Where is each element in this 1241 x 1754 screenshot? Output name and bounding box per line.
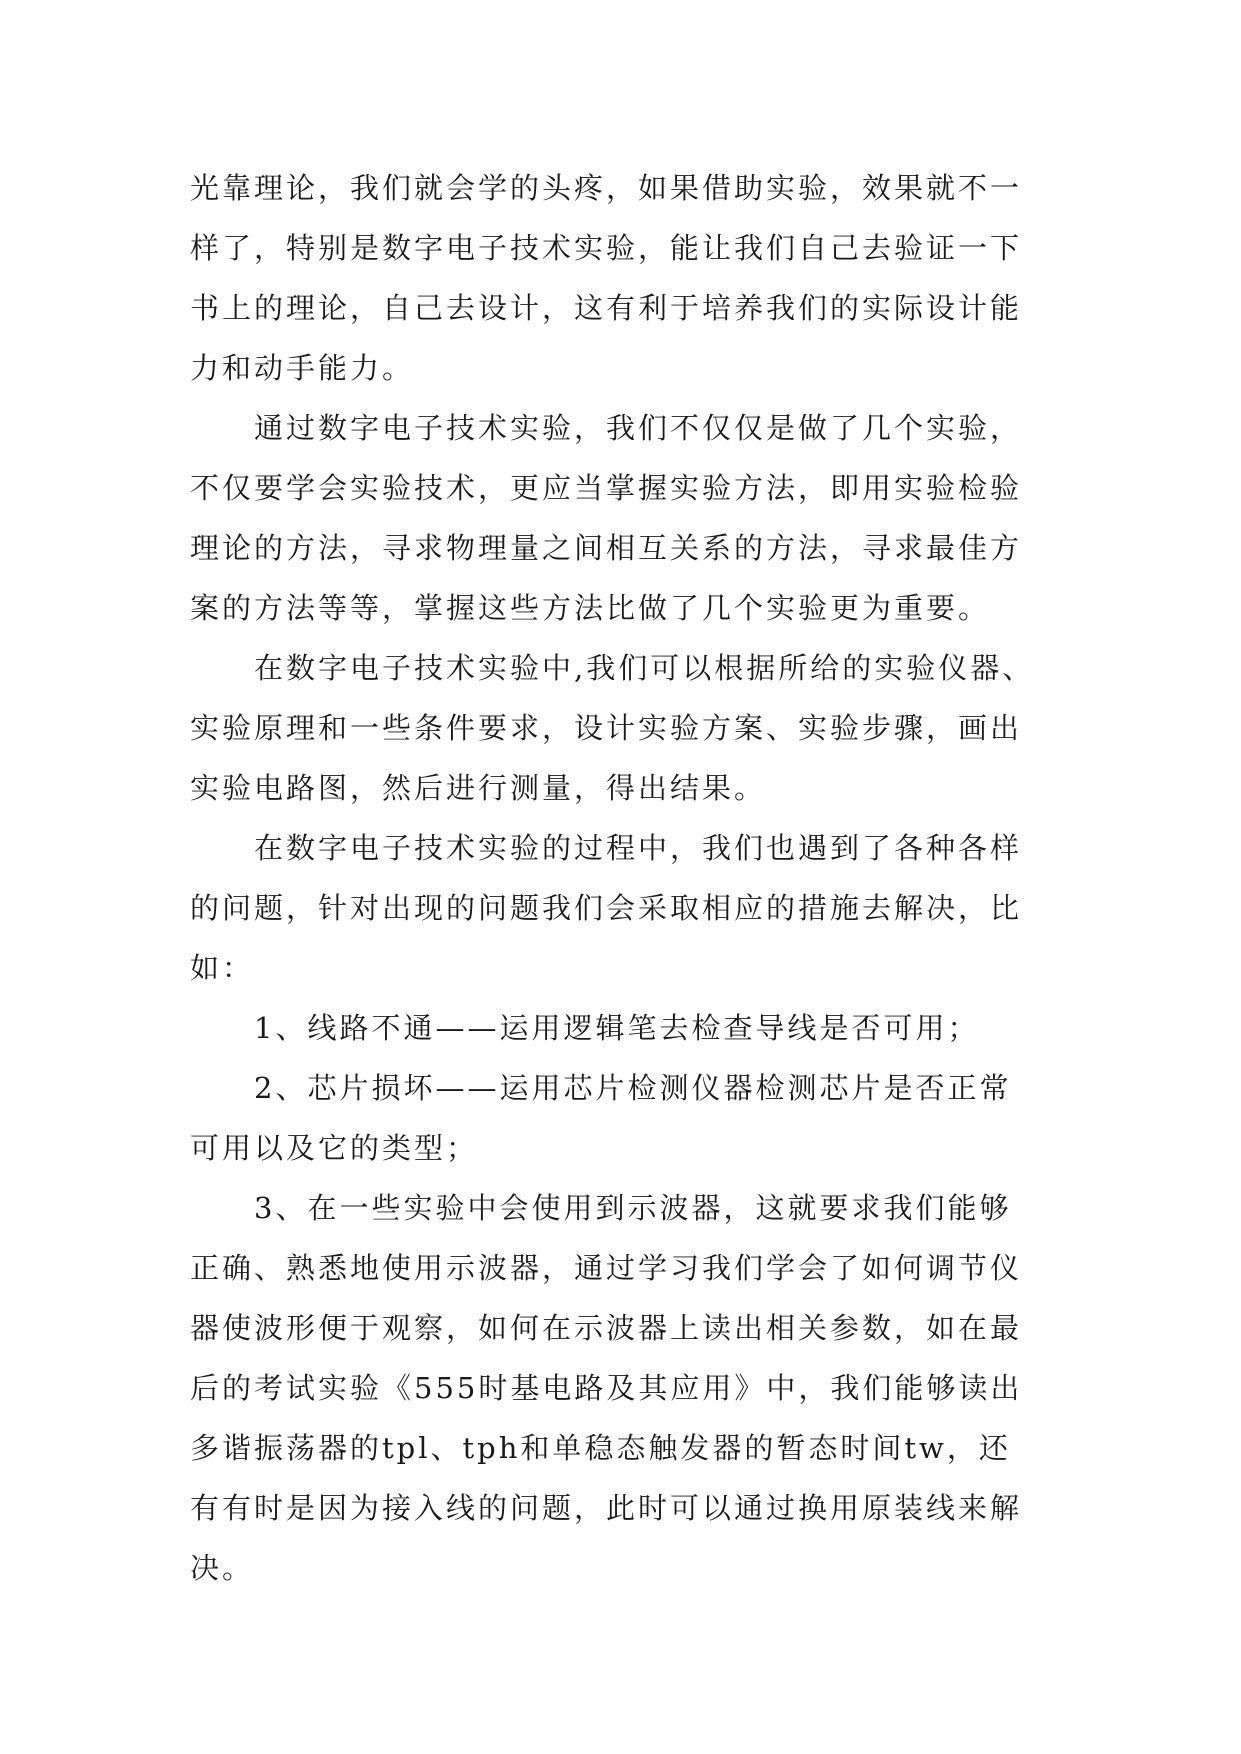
text-line: 理论的方法，寻求物理量之间相互关系的方法，寻求最佳方	[190, 531, 1023, 565]
paragraph-start-line: 通过数字电子技术实验，我们不仅仅是做了几个实验，	[254, 411, 1023, 445]
text-line: 书上的理论，自己去设计，这有利于培养我们的实际设计能	[190, 291, 1023, 325]
text-line: 的问题，针对出现的问题我们会采取相应的措施去解决，比	[190, 891, 1023, 925]
list-item-line: 3、在一些实验中会使用到示波器，这就要求我们能够	[254, 1191, 1012, 1225]
text-line: 决。	[190, 1551, 255, 1585]
paragraph-start-line: 在数字电子技术实验中,我们可以根据所给的实验仪器、	[254, 651, 1035, 685]
text-line: 正确、熟悉地使用示波器，通过学习我们学会了如何调节仪	[190, 1251, 1023, 1285]
text-line: 实验电路图，然后进行测量，得出结果。	[190, 771, 767, 805]
text-line: 后的考试实验《555时基电路及其应用》中，我们能够读出	[190, 1371, 1023, 1405]
text-line: 如：	[190, 951, 255, 985]
paragraph-start-line: 在数字电子技术实验的过程中，我们也遇到了各种各样	[254, 831, 1023, 865]
text-line: 样了，特别是数字电子技术实验，能让我们自己去验证一下	[190, 231, 1023, 265]
body-text	[190, 158, 1060, 1598]
text-line: 可用以及它的类型；	[190, 1131, 479, 1165]
text-line: 实验原理和一些条件要求，设计实验方案、实验步骤，画出	[190, 711, 1023, 745]
text-line: 多谐振荡器的tpl、tph和单稳态触发器的暂态时间tw，还	[190, 1431, 1011, 1465]
text-line: 器使波形便于观察，如何在示波器上读出相关参数，如在最	[190, 1311, 1023, 1345]
text-line: 光靠理论，我们就会学的头疼，如果借助实验，效果就不一	[190, 171, 1023, 205]
text-line: 有有时是因为接入线的问题，此时可以通过换用原装线来解	[190, 1491, 1023, 1525]
text-line: 不仅要学会实验技术，更应当掌握实验方法，即用实验检验	[190, 471, 1023, 505]
text-line: 力和动手能力。	[190, 351, 415, 385]
list-item-line: 2、芯片损坏——运用芯片检测仪器检测芯片是否正常	[254, 1071, 1012, 1105]
list-item-line: 1、线路不通——运用逻辑笔去检查导线是否可用；	[254, 1011, 980, 1045]
text-line: 案的方法等等，掌握这些方法比做了几个实验更为重要。	[190, 591, 991, 625]
